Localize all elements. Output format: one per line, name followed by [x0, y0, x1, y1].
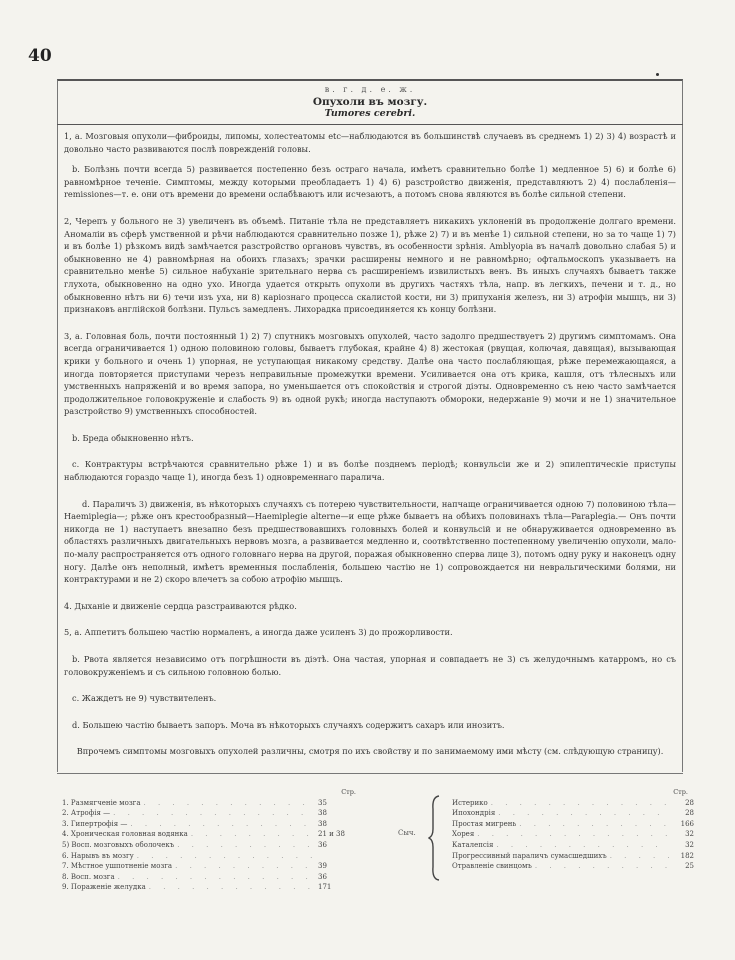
toc-page: 35 — [318, 798, 327, 807]
toc-page: 28 — [685, 809, 694, 818]
paragraph-5b: b. Рвота является независимо отъ погрѣшности въ діэтѣ. Она частая, упорная и совпадаетъ не 3) съ желудочнымъ катарромъ, но съ головокруженіемъ и съ сильною головною болью. — [64, 654, 676, 677]
toc-left-header: Стр. — [341, 788, 356, 796]
toc-row — [452, 840, 694, 851]
toc-page: 36 — [318, 872, 327, 881]
section-latin-title: Tumores cerebri. — [324, 108, 416, 119]
closing-note: Впрочемъ симптомы мозговыхъ опухолей различны, смотря по ихъ свойству и по занимаемому ими мѣсту (см. слѣдующую страницу). — [76, 746, 664, 757]
toc-row — [62, 798, 362, 809]
toc-label: 8. Восп. мозга — [62, 872, 115, 881]
toc-row — [62, 861, 362, 872]
toc-row — [62, 882, 362, 893]
section-title: Опухоли въ мозгу. — [312, 96, 428, 108]
toc-label: 7. Мѣстное ушпотненіе мозга — [62, 862, 173, 871]
paragraph-1a: 1, a. Мозговыя опухоли—фиброиды, липомы, холестеатомы etc—наблюдаются въ большинствѣ случаевъ въ среднемъ 1) 2) 3) 4) возрастѣ и довольно часто развиваются послѣ поврежденій головы. — [64, 131, 676, 154]
toc-row — [62, 819, 362, 830]
toc-label: Простая мигрень — [452, 819, 517, 828]
toc-page: 21 и 38 — [318, 830, 345, 839]
toc-leader — [177, 840, 315, 851]
toc-label: Истерико — [452, 798, 488, 807]
toc-row — [62, 829, 362, 840]
section-header — [57, 85, 683, 119]
page-number: 40 — [28, 46, 52, 66]
toc-leader — [535, 861, 669, 872]
toc-label: 2. Атрофія — — [62, 809, 111, 818]
paragraph-3a: 3, a. Головная боль, почти постоянный 1) 2) 7) спутникъ мозговыхъ опухолей, часто задолго предшествуетъ 2) другимъ симптомамъ. Она всегда ограничивается 1) одною половиною головы, бываетъ глубокая, крайне 4) 8) жестокая (рвущая, колючая, давящая), вызывающая крики у больного и очень 1) упорная, не уступающая никакому средству. Далѣе она часто послабляющая, рѣже перемежающаяся, а иногда повторяется приступами черезъ неправильные промежутки времени. Усиливается она отъ крика, кашля, отъ тѣлесныхъ или умственныхъ напряженій и во время запора, но уменьшается отъ спокойствія и строгой діэты. Одновременно съ нею часто замѣчается продолжительное головокруженіе и слабость 9) въ одной рукѣ; иногда наступаютъ обмороки, недержаніе 9) мочи и не 1) значительное разстройство 9) умственныхъ способностей. — [64, 330, 676, 417]
toc-row — [452, 851, 694, 862]
brace-icon — [428, 795, 442, 881]
toc-page: 171 — [318, 883, 332, 892]
toc-label: 9. Пораженіе желудка — [62, 883, 146, 892]
body-text — [64, 130, 676, 766]
toc-page: 28 — [685, 798, 694, 807]
toc-leader — [144, 798, 316, 809]
toc-leader — [137, 851, 315, 862]
toc-label: Каталепсія — [452, 840, 494, 849]
toc-label: 4. Хроническая головная водянка — [62, 830, 188, 839]
toc-leader — [498, 808, 669, 819]
paragraph-4: 4. Дыханіе и движеніе сердца разстраиваются рѣдко. — [64, 600, 297, 611]
toc-page: 32 — [685, 840, 694, 849]
toc-page: 36 — [318, 840, 327, 849]
toc-label: 5) Восп. мозговыхъ оболочекъ — [62, 840, 175, 849]
toc-label: Ипохондрія — [452, 809, 496, 818]
toc-leader — [113, 808, 315, 819]
toc-page: 39 — [318, 862, 327, 871]
signature-letters: в. г. д. е. ж. — [324, 85, 416, 94]
toc-page: 182 — [680, 851, 694, 860]
paragraph-5d: d. Большею частію бываетъ запоръ. Моча въ нѣкоторыхъ случаяхъ содержитъ сахаръ или инозитъ. — [72, 719, 505, 730]
toc-label: Хорея — [452, 830, 475, 839]
toc-middle-label: Сыч. — [398, 829, 416, 837]
toc-right-header: Стр. — [673, 788, 688, 796]
toc-page: 38 — [318, 809, 327, 818]
toc-row — [452, 798, 694, 809]
toc-right-column — [452, 787, 694, 872]
toc-leader — [610, 851, 669, 862]
toc-leader — [130, 819, 315, 830]
toc-leader — [191, 829, 315, 840]
toc-row — [62, 872, 362, 883]
toc-page: 25 — [685, 862, 694, 871]
toc-row — [62, 808, 362, 819]
toc-leader — [149, 882, 315, 893]
paragraph-1b: b. Болѣзнь почти всегда 5) развивается постепенно безъ остраго начала, имѣетъ сравнительно болѣе 1) медленное 5) 6) и болѣе 6) равномѣрное теченіе. Симптомы, между которыми преобладаетъ 1) 4) 6) разстройство движенія, представляютъ 2) 4) послабленія—remissiones—т. е. они отъ времени до времени ослабѣваютъ или исчезаютъ, а потомъ снова являются въ болѣе сильной степени. — [64, 164, 676, 200]
toc-leader — [175, 861, 315, 872]
toc-label: Отравленіе свинцомъ — [452, 862, 532, 871]
toc-leader — [477, 829, 669, 840]
toc-page: 166 — [680, 819, 694, 828]
paragraph-5a: 5, a. Аппетитъ большею частію нормаленъ, а иногда даже усиленъ 3) до прожорливости. — [64, 627, 453, 638]
toc-leader — [491, 798, 669, 809]
toc-label: Прогрессивный параличъ сумасшедшихъ — [452, 851, 607, 860]
toc-row — [452, 861, 694, 872]
toc-row — [452, 819, 694, 830]
toc-leader — [118, 872, 315, 883]
toc-page: 32 — [685, 830, 694, 839]
toc-row — [452, 829, 694, 840]
toc-leader — [496, 840, 669, 851]
paragraph-2: 2, Черепъ у больного не 3) увеличенъ въ объемѣ. Питаніе тѣла не представляетъ никакихъ уклоненій въ продолженіе долгаго времени. Аномаліи въ сферѣ умственной и рѣчи наблюдаются сравнительно позже 1), рѣже 2) 7) и въ менѣе 1) сильной степени, но за то чаще 1) 7) и въ болѣе 1) рѣзкомъ видѣ замѣчается разстройство органовъ чувствъ, въ особенности зрѣнія. Amblyopia въ началѣ довольно слабая 5) и обыкновенно не 4) равномѣрная на обоихъ глазахъ; зрачки расширены немного и не равномѣрно; офтальмоскопъ указываетъ на сравнительно менѣе 5) сильное набуханіе зрительнаго нерва съ расширеніемъ извилистыхъ венъ. Въ иныхъ случаяхъ бываетъ также глухота, обыкновенно на одно ухо. Иногда удается открыть опухоли въ другихъ частяхъ тѣла, напр. въ легкихъ, печени и т. д., но обыкновенно нѣтъ ни 6) течи изъ уха, ни 8) каріознаго процесса скалистой кости, ни 3) припуханія железъ, ни 3) атрофіи мышцъ, ни 3) признаковъ англійской болѣзни. Пульсъ замедленъ. Лихорадка присоединяется къ концу болѣзни. — [64, 215, 676, 315]
paragraph-3d: d. Параличъ 3) движенія, въ нѣкоторыхъ случаяхъ съ потерею чувствительности, напчаще ограничивается одною 7) половиною тѣла—Haemiplegia—; рѣже онъ крестообразный—Haemiplegie alterne—и еще рѣже бываетъ на обѣихъ половинахъ тѣла—Paraplegia.— Онъ почти никогда не 1) наступаетъ внезапно безъ предшествовавшихъ головныхъ болей и конвульсій и не обнаруживается одновременно въ областяхъ различныхъ двигательныхъ нервовъ мозга, а развивается медленно и, соотвѣтственно постепенному увеличенію опухоли, мало-по-малу распространяется отъ одного головнаго нерва на другой, поражая обыкновенно сперва лице 3), потомъ одну руку и наконецъ одну ногу. Далѣе онъ неполный, имѣетъ временныя послабленія, большею частію не 1) сопровождается ни невральгическими болями, ни контрактурами и не 2) скоро влечетъ за собою атрофію мышцъ. — [64, 498, 676, 585]
toc-label: 3. Гипертрофія — — [62, 819, 128, 828]
toc-row — [452, 808, 694, 819]
toc-row — [62, 851, 362, 862]
toc-label: 1. Размягченіе мозга — [62, 798, 141, 807]
toc-left-column — [62, 787, 362, 893]
paragraph-3c: c. Контрактуры встрѣчаются сравнительно рѣже 1) и въ болѣе позднемъ періодѣ; конвульсіи же и 2) эпилептическіе приступы наблюдаются гораздо чаще 1), иногда безъ 1) одновременнаго паралича. — [64, 459, 676, 483]
header-divider — [57, 124, 683, 125]
footer-divider — [57, 773, 683, 774]
ink-dot — [656, 73, 659, 76]
toc-label: 6. Нарывъ въ мозгу — [62, 851, 134, 860]
paragraph-5c: c. Жаждетъ не 9) чувствителенъ. — [72, 693, 217, 704]
toc-page: 38 — [318, 819, 327, 828]
toc-row — [62, 840, 362, 851]
paragraph-3b: b. Бреда обыкновенно нѣтъ. — [72, 432, 194, 443]
toc-leader — [519, 819, 669, 830]
